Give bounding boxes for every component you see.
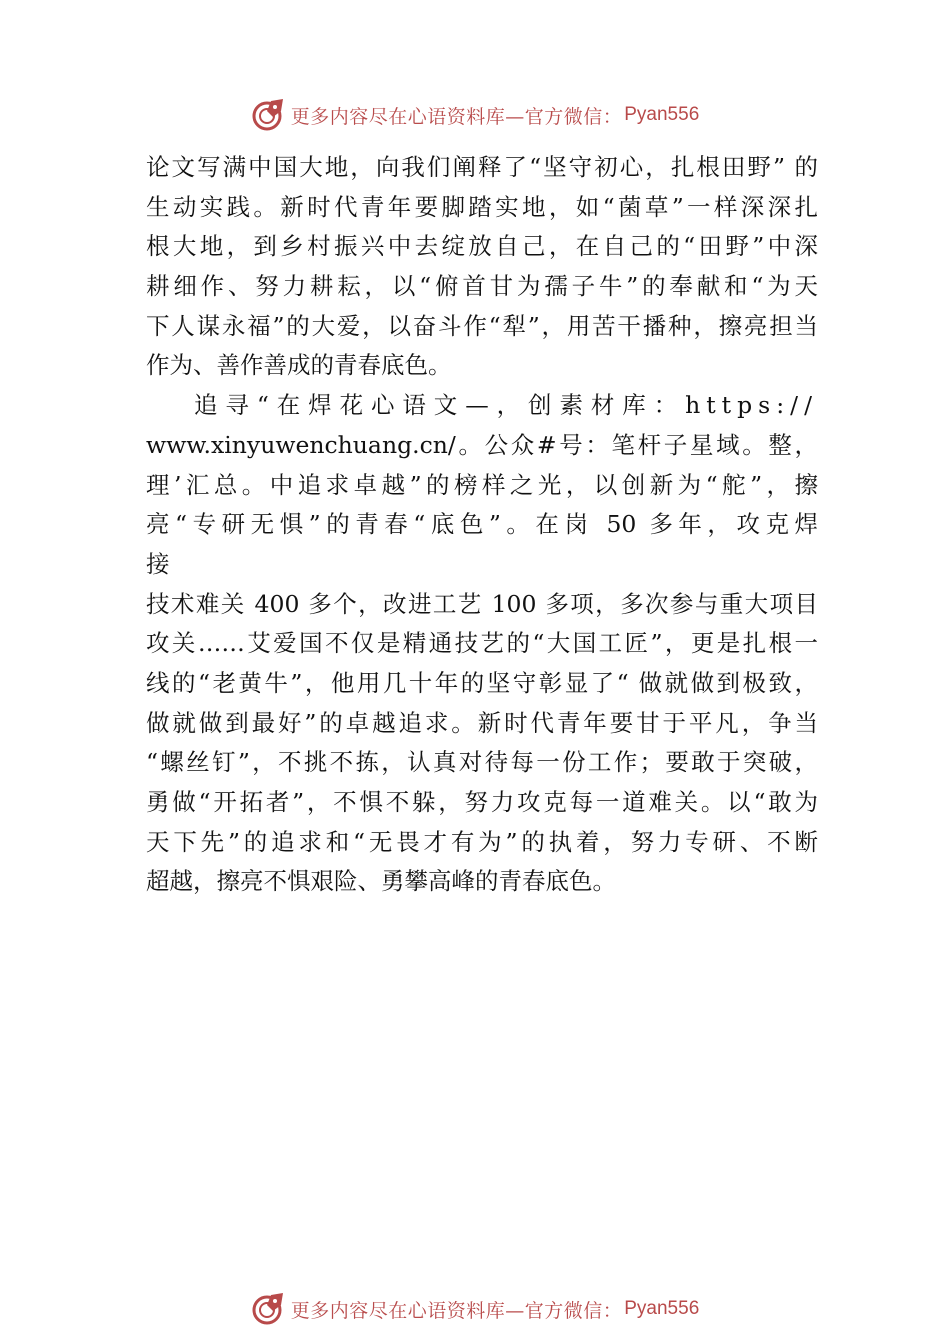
pen-nib-logo-icon <box>251 1291 287 1327</box>
text-line: “螺丝钉”，不挑不拣，认真对待每一份工作；要敢于突破， <box>146 748 818 777</box>
pen-nib-logo-icon <box>251 97 287 133</box>
text-line: 超越，擦亮不惧艰险、勇攀高峰的青春底色。 <box>146 867 616 896</box>
text-line: 勇做“开拓者”，不惧不躲，努力攻克每一道难关。以“敢为 <box>146 788 818 816</box>
text-line: 下人谋永福”的大爱，以奋斗作“犁”，用苦干播种，擦亮担当 <box>146 311 818 340</box>
text-line: 天下先”的追求和“无畏才有为”的执着，努力专研、不断 <box>146 827 818 856</box>
text-line: www.xinyuwenchuang.cn/。公众#号：笔杆子星域。整， <box>146 430 818 459</box>
footer-banner-text: 更多内容尽在心语资料库—官方微信： <box>290 1299 623 1322</box>
text-line: 论文写满中国大地，向我们阐释了“坚守初心，扎根田野” 的 <box>146 153 818 181</box>
document-body <box>146 148 818 902</box>
text-line: 做就做到最好”的卓越追求。新时代青年要甘于平凡，争当 <box>146 708 818 737</box>
text-line: 生动实践。新时代青年要脚踏实地，如“菌草”一样深深扎 <box>146 192 818 221</box>
text-line: 根大地，到乡村振兴中去绽放自己，在自己的“田野”中深 <box>146 232 818 261</box>
text-line: 攻关……艾爱国不仅是精通技艺的“大国工匠”，更是扎根一 <box>146 629 818 658</box>
text-line: 作为、善作善成的青春底色。 <box>146 351 452 380</box>
footer-banner <box>0 1289 950 1329</box>
header-banner-text: 更多内容尽在心语资料库—官方微信： <box>290 105 623 128</box>
header-banner <box>0 95 950 135</box>
text-line: 理’汇总。中追求卓越”的榜样之光，以创新为“舵”，擦 <box>146 470 818 499</box>
text-line: 亮“专研无惧”的青春“底色”。在岗 50 多年，攻克焊 <box>146 510 818 539</box>
text-line: 接 <box>146 549 170 578</box>
footer-banner-handle: Pyan556 <box>624 1298 700 1319</box>
text-line: 追寻“在焊花心语文—，创素材库：https:// <box>194 391 818 420</box>
header-banner-handle: Pyan556 <box>624 104 700 125</box>
text-line: 耕细作、努力耕耘，以“俯首甘为孺子牛”的奉献和“为天 <box>146 272 818 301</box>
text-line: 线的“老黄牛”，他用几十年的坚守彰显了“ 做就做到极致， <box>146 668 818 697</box>
text-line: 技术难关 400 多个，改进工艺 100 多项，多次参与重大项目 <box>146 589 818 618</box>
